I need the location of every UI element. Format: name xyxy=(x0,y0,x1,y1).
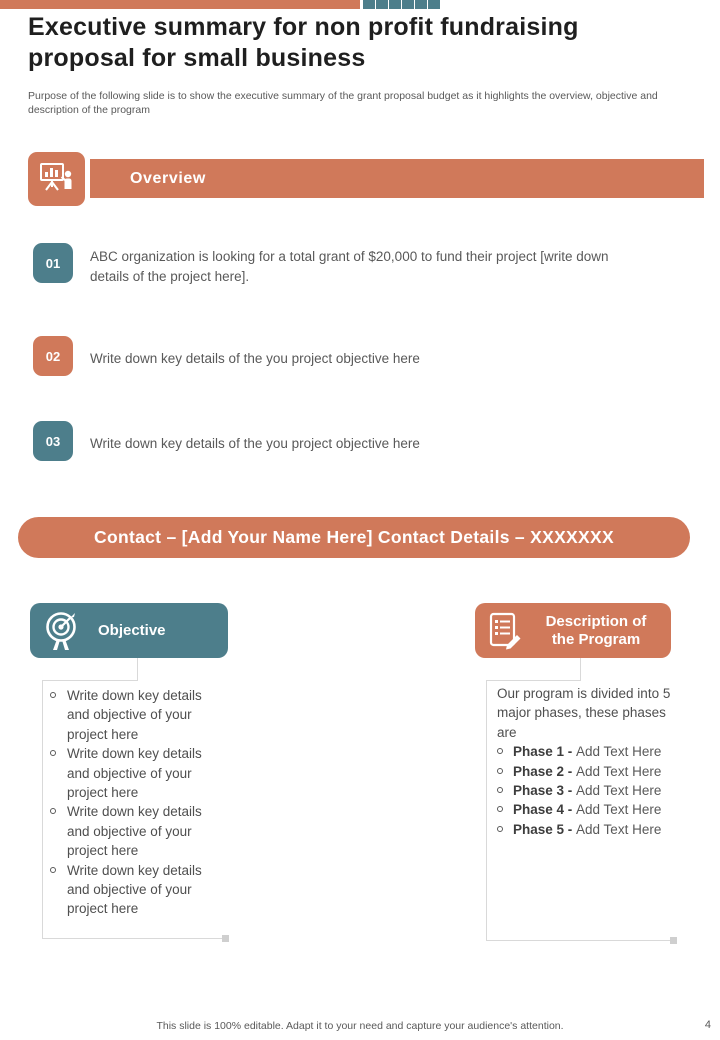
resize-handle xyxy=(222,935,229,942)
phase-item xyxy=(513,742,663,761)
description-box-left-border xyxy=(486,680,487,940)
circle-bullet-icon xyxy=(50,867,56,873)
description-header xyxy=(475,603,671,658)
circle-bullet-icon xyxy=(50,808,56,814)
description-title: Description of the Program xyxy=(545,612,647,648)
page-title: Executive summary for non profit fundraising proposal for small business xyxy=(28,13,579,72)
accent-square xyxy=(415,0,427,9)
number-badge-01 xyxy=(33,243,73,283)
phase-label: Phase 1 - xyxy=(513,744,577,760)
description-box-bottom-border xyxy=(486,940,672,941)
footer-note: This slide is 100% editable. Adapt it to your need and capture your audience's attention. xyxy=(156,1020,564,1032)
circle-bullet-icon xyxy=(497,806,503,812)
objective-list xyxy=(50,686,230,919)
list-item xyxy=(497,781,673,800)
overview-banner xyxy=(90,159,704,198)
phase-label: Phase 5 - xyxy=(513,821,577,837)
accent-square xyxy=(389,0,401,9)
objective-box-left-border xyxy=(42,680,43,938)
phase-label: Phase 3 - xyxy=(513,783,577,799)
phase-list xyxy=(497,742,673,839)
list-item xyxy=(497,800,673,819)
number-label: 01 xyxy=(45,255,61,271)
contact-banner-text: Contact – [Add Your Name Here] Contact Details – XXXXXXX xyxy=(94,527,614,547)
objective-box-bottom-border xyxy=(42,938,224,939)
description-connector-line xyxy=(580,658,581,681)
number-label: 03 xyxy=(45,433,61,449)
objective-box-top-border xyxy=(42,680,138,681)
objective-title: Objective xyxy=(98,621,166,639)
overview-title: Overview xyxy=(130,169,206,187)
description-box-top-border xyxy=(486,680,581,681)
circle-bullet-icon xyxy=(497,748,503,754)
description-intro: Our program is divided into 5 major phases, these phases are xyxy=(497,686,671,740)
accent-square xyxy=(402,0,414,9)
objective-item-text: Write down key details and objective of your project here xyxy=(67,862,202,917)
overview-item-1-text: ABC organization is looking for a total grant of $20,000 to fund their project [write down details of the project here]. xyxy=(90,249,609,284)
objective-header xyxy=(30,603,228,658)
description-block xyxy=(497,684,673,839)
phase-label: Phase 4 - xyxy=(513,802,577,818)
list-item xyxy=(497,762,673,781)
number-badge-03 xyxy=(33,421,73,461)
list-item xyxy=(50,744,230,802)
phase-placeholder: Add Text Here xyxy=(576,763,662,779)
list-item xyxy=(497,820,673,839)
phase-item xyxy=(513,800,663,819)
contact-banner xyxy=(18,517,690,558)
overview-item-2-text: Write down key details of the you project objective here xyxy=(90,351,420,366)
phase-placeholder: Add Text Here xyxy=(576,802,662,818)
accent-square xyxy=(363,0,375,9)
accent-square xyxy=(376,0,388,9)
topbar-square-accents xyxy=(363,0,440,9)
list-item xyxy=(50,686,230,744)
phase-label: Phase 2 - xyxy=(513,763,577,779)
objective-item-text: Write down key details and objective of your project here xyxy=(67,804,202,859)
circle-bullet-icon xyxy=(497,826,503,832)
objective-item-text: Write down key details and objective of your project here xyxy=(67,746,202,801)
circle-bullet-icon xyxy=(50,692,56,698)
overview-item-3-text: Write down key details of the you project objective here xyxy=(90,436,420,451)
phase-item xyxy=(513,762,663,781)
topbar-orange-stripe xyxy=(0,0,360,9)
circle-bullet-icon xyxy=(497,787,503,793)
phase-placeholder: Add Text Here xyxy=(576,744,662,760)
circle-bullet-icon xyxy=(50,750,56,756)
phase-placeholder: Add Text Here xyxy=(576,783,662,799)
resize-handle xyxy=(670,937,677,944)
presentation-icon xyxy=(37,157,77,202)
accent-square xyxy=(428,0,440,9)
list-item xyxy=(50,802,230,860)
overview-icon-card xyxy=(28,152,85,206)
target-icon xyxy=(40,609,82,653)
objective-item-text: Write down key details and objective of your project here xyxy=(67,688,202,742)
notes-pencil-icon xyxy=(485,609,525,653)
phase-item xyxy=(513,781,663,800)
phase-item xyxy=(513,820,663,839)
list-item xyxy=(497,742,673,761)
phase-placeholder: Add Text Here xyxy=(576,821,662,837)
list-item xyxy=(50,861,230,919)
objective-connector-line xyxy=(137,658,138,681)
circle-bullet-icon xyxy=(497,768,503,774)
number-badge-02 xyxy=(33,336,73,376)
page-subtitle: Purpose of the following slide is to show the executive summary of the grant proposal budget as it highlights the overview, objective and description of the program xyxy=(28,90,658,116)
number-label: 02 xyxy=(45,348,61,364)
page-number: 4 xyxy=(704,1019,711,1031)
